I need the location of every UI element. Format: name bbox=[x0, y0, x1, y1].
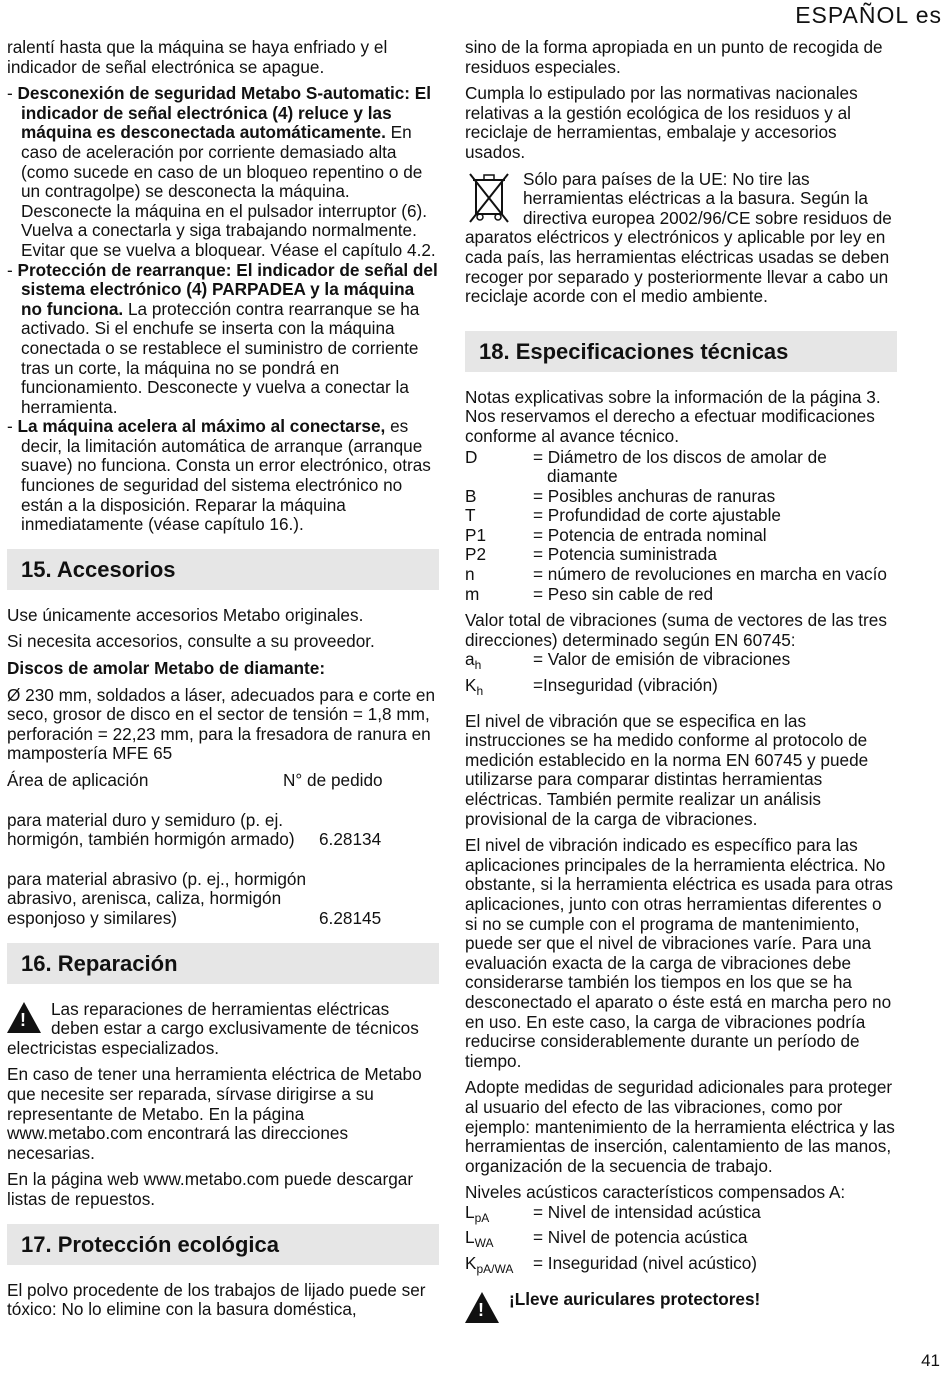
definition-row: T = Profundidad de corte ajustable bbox=[465, 505, 781, 526]
paragraph: En la página web www.metabo.com puede descargar listas de repuestos. bbox=[7, 1169, 414, 1209]
section-heading-specifications: 18. Especificaciones técnicas bbox=[465, 331, 897, 372]
left-column bbox=[7, 38, 439, 1327]
definition-row: $a_h$ = Valor de emisión de vibraciones bbox=[465, 649, 791, 673]
page-number: 41 bbox=[921, 1351, 940, 1370]
paragraph: sino de la forma apropiada en un punto de recogida de residuos especiales. bbox=[465, 37, 883, 77]
paragraph: Niveles acústicos característicos compensados A: bbox=[465, 1182, 846, 1203]
definition-row: P2 = Potencia suministrada bbox=[465, 544, 717, 565]
definition-row: B = Posibles anchuras de ranuras bbox=[465, 485, 776, 506]
paragraph: Use únicamente accesorios Metabo originales. bbox=[7, 604, 364, 625]
right-column bbox=[465, 38, 897, 1325]
paragraph: Sólo para países de la UE: No tire las herramientas eléctricas a la basura. Según la directiva europea 2002/96/CE sobre residuos de aparatos eléctricos y electrónicos y aplicable por ley en cada país, las herramientas eléctricas usadas se deben recoger por separado y posteriormente llevar a cabo un reciclaje acorde con el medio ambiente. bbox=[465, 168, 892, 307]
paragraph: ralentí hasta que la máquina se haya enfriado y el indicador de señal electrónica se apague. bbox=[7, 37, 388, 77]
table-row: para material duro y semiduro (p. ej. hormigón, también hormigón armado) 6.28134 bbox=[7, 809, 382, 850]
definition-row: P1 = Potencia de entrada nominal bbox=[465, 524, 767, 545]
list-item: - La máquina acelera al máximo al conectarse, es decir, la limitación automática de arranque (arranque suave) no funciona. Consta un error electrónico, otras funciones de seguridad del sistema electrónico no están a la disposición. Reparar la máquina inmediatamente (véase capítulo 16.). bbox=[7, 416, 431, 535]
definition-row: n = número de revoluciones en marcha en vacío bbox=[465, 564, 887, 585]
paragraph: Notas explicativas sobre la información de la página 3. Nos reservamos el derecho a efectuar modificaciones conforme al avance técnico. bbox=[465, 386, 881, 446]
table-header: Área de aplicación N° de pedido bbox=[7, 770, 383, 790]
paragraph: Valor total de vibraciones (suma de vectores de las tres direcciones) determinado según EN 60745: bbox=[465, 610, 887, 650]
section-heading-ecology: 17. Protección ecológica bbox=[7, 1224, 439, 1265]
warning-paragraph: ! Las reparaciones de herramientas eléctricas deben estar a cargo exclusivamente de técnicos electricistas especializados. bbox=[7, 998, 419, 1058]
paragraph: Cumpla lo estipulado por las normativas nacionales relativas a la gestión ecológica de los residuos y al reciclaje de herramientas, embalaje y accesorios usados. bbox=[465, 83, 858, 162]
definition-row: $L_{pA}$ = Nivel de intensidad acústica bbox=[465, 1201, 761, 1225]
section-heading-accessories: 15. Accesorios bbox=[7, 549, 439, 590]
list-item: - Desconexión de seguridad Metabo S-automatic: El indicador de señal electrónica (4) reluce y las máquina es desconectada automáticamente. En caso de aceleración por corriente demasiado alta (como sucede en caso de un bloqueo repentino o de un contragolpe) se desconecta la máquina. Desconecte la máquina en el pulsador interruptor (6). Vuelva a conectarla y siga trabajando normalmente. Evitar que se vuelva a bloquear. Véase el capítulo 4.2. bbox=[7, 83, 436, 260]
warning-icon: ! bbox=[7, 1002, 41, 1033]
paragraph: Si necesita accesorios, consulte a su proveedor. bbox=[7, 631, 375, 652]
warning-icon: ! bbox=[465, 1292, 499, 1323]
definition-row: $K_{pA/WA}$ = Inseguridad (nivel acústico) bbox=[465, 1253, 758, 1277]
definition-row: $K_h$ =Inseguridad (vibración) bbox=[465, 675, 718, 699]
paragraph: Ø 230 mm, soldados a láser, adecuados para e corte en seco, grosor de disco en el sector de tensión = 1,8 mm, perforación = 22,23 mm, para la fresadora de ranura en mampostería MFE 65 bbox=[7, 684, 436, 764]
table-row: para material abrasivo (p. ej., hormigón abrasivo, arenisca, caliza, hormigón esponjoso y similares) 6.28145 bbox=[7, 868, 382, 928]
paragraph: El nivel de vibración indicado es específico para las aplicaciones principales de la herramienta eléctrica. No obstante, si la herramienta eléctrica es usada para otras aplicaciones, junto con otras herramientas diferentes o si no se cumple con el programa de mantenimiento, puede ser que el nivel de vibraciones varíe. Para una evaluación exacta de la carga de vibraciones debe considerarse también los tiempos en los que se ha desconectado el aparato o éste está en marcha pero no en uso. En este caso, la carga de vibraciones podría reducirse considerablemente durante un período de tiempo. bbox=[465, 835, 894, 1071]
definition-row: m = Peso sin cable de red bbox=[465, 583, 714, 604]
definition-list bbox=[465, 448, 897, 605]
paragraph: El polvo procedente de los trabajos de lijado puede ser tóxico: No lo elimine con la basura doméstica, bbox=[7, 1279, 426, 1320]
list-item: - Protección de rearranque: El indicador de señal del sistema electrónico (4) PARPADEA y la máquina no funciona. La protección contra rearranque se ha activado. Si el enchufe se inserta con la máquina conectada o se restablece el suministro de corriente tras un corte, la máquina no se pondrá en funcionamiento. Desconecte y vuelva a conectar la herramienta. bbox=[7, 259, 438, 417]
crossed-out-bin-icon bbox=[467, 170, 511, 224]
definition-row: D = Diámetro de los discos de amolar de diamante bbox=[465, 446, 827, 487]
definition-row: $L_{WA}$ = Nivel de potencia acústica bbox=[465, 1227, 748, 1251]
paragraph: En caso de tener una herramienta eléctrica de Metabo que necesite ser reparada, sírvase dirigirse a su representante de Metabo. En la página www.metabo.com encontrará las direcciones necesarias. bbox=[7, 1064, 422, 1163]
section-heading-repair: 16. Reparación bbox=[7, 943, 439, 984]
language-header: ESPAÑOL es bbox=[795, 2, 942, 28]
paragraph: Adopte medidas de seguridad adicionales para proteger al usuario del efecto de las vibraciones, como por ejemplo: mantenimiento de la herramienta eléctrica y las herramientas de inserción, calentamiento de las manos, organización de la secuencia de trabajo. bbox=[465, 1077, 895, 1176]
subheading: Discos de amolar Metabo de diamante: bbox=[7, 658, 326, 679]
warning-paragraph: ! ¡Lleve auriculares protectores! bbox=[465, 1290, 897, 1310]
paragraph: El nivel de vibración que se especifica en las instrucciones se ha medido conforme al protocolo de medición establecido en la norma EN 60745 y puede utilizarse para comparar distintas herramientas eléctricas. También permite realizar un análisis provisional de la carga de vibraciones. bbox=[465, 710, 869, 829]
